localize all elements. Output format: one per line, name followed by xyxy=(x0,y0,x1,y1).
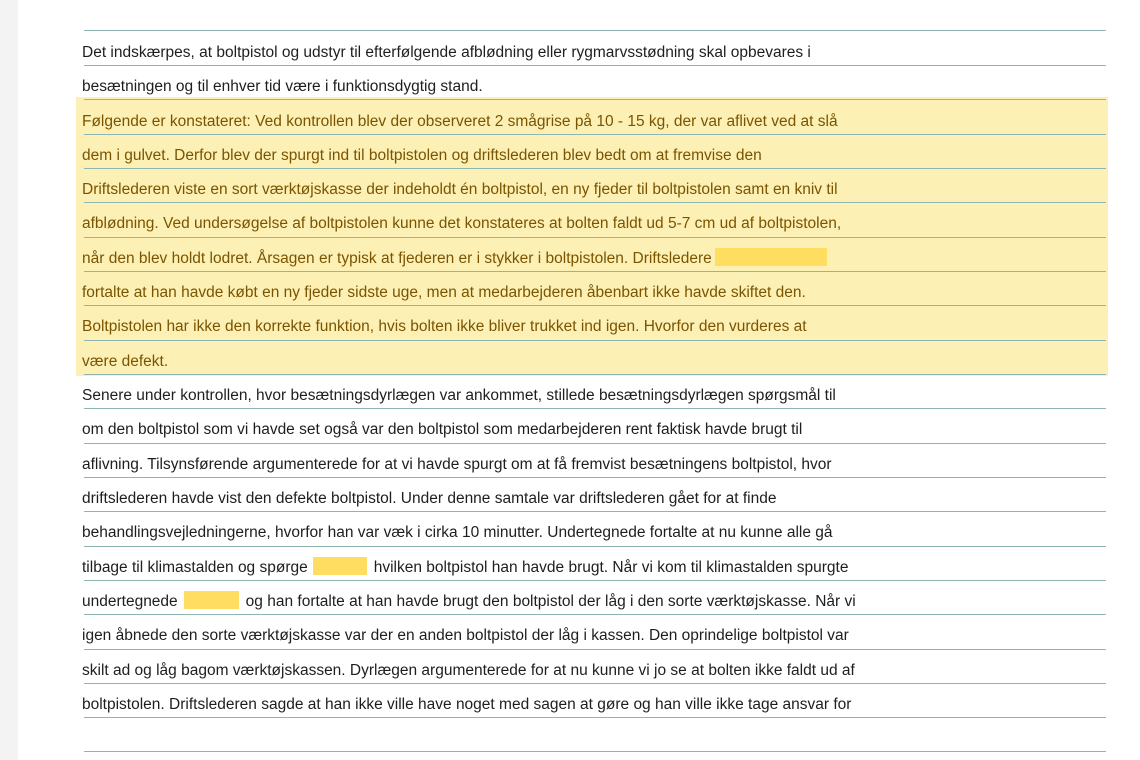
line-text-before: undertegnede xyxy=(82,593,178,610)
ruled-line xyxy=(84,443,1106,444)
document-page xyxy=(18,0,1140,760)
redaction-box xyxy=(313,557,367,575)
highlighted-text-line: fortalte at han havde købt en ny fjeder sidste uge, men at medarbejderen åbenbart ikke havde skiftet den. xyxy=(82,284,806,301)
highlighted-text-line: afblødning. Ved undersøgelse af boltpistolen kunne det konstateres at bolten faldt ud 5-7 cm ud af boltpistolen, xyxy=(82,215,842,232)
text-line: igen åbnede den sorte værktøjskasse var der en anden boltpistol der låg i kassen. Den oprindelige boltpistol var xyxy=(82,627,849,644)
ruled-line xyxy=(84,374,1106,375)
ruled-line xyxy=(84,30,1106,31)
ruled-line xyxy=(84,546,1106,547)
text-line: om den boltpistol som vi havde set også var den boltpistol som medarbejderen rent faktisk havde brugt til xyxy=(82,421,803,438)
text-line: driftslederen havde vist den defekte boltpistol. Under denne samtale var driftslederen gået for at finde xyxy=(82,490,777,507)
ruled-line xyxy=(84,271,1106,272)
ruled-line xyxy=(84,614,1106,615)
highlighted-text-line: Driftslederen viste en sort værktøjskasse der indeholdt én boltpistol, en ny fjeder til boltpistolen samt en kniv til xyxy=(82,181,838,198)
line-text: når den blev holdt lodret. Årsagen er typisk at fjederen er i stykker i boltpistolen. Driftsledere xyxy=(82,250,712,267)
ruled-line xyxy=(84,408,1106,409)
text-line xyxy=(82,556,1108,579)
ruled-line xyxy=(84,751,1106,752)
ruled-line xyxy=(84,649,1106,650)
text-line xyxy=(82,590,1108,613)
line-text-after: og han fortalte at han havde brugt den boltpistol der låg i den sorte værktøjskasse. Når vi xyxy=(245,593,856,610)
text-line: Senere under kontrollen, hvor besætningsdyrlægen var ankommet, stillede besætningsdyrlægen spørgsmål til xyxy=(82,387,836,404)
highlighted-text-line: være defekt. xyxy=(82,353,169,370)
ruled-line xyxy=(84,99,1106,100)
redaction-box xyxy=(715,248,827,266)
text-line: behandlingsvejledningerne, hvorfor han var væk i cirka 10 minutter. Undertegnede fortalte at nu kunne alle gå xyxy=(82,524,833,541)
highlighted-text-line: Boltpistolen har ikke den korrekte funktion, hvis bolten ikke bliver trukket ind igen. Hvorfor den vurderes at xyxy=(82,318,807,335)
highlighted-text-line: dem i gulvet. Derfor blev der spurgt ind til boltpistolen og driftslederen blev bedt om at fremvise den xyxy=(82,147,762,164)
ruled-line xyxy=(84,202,1106,203)
highlighted-text-line xyxy=(82,247,1108,270)
ruled-line xyxy=(84,340,1106,341)
ruled-line xyxy=(84,168,1106,169)
text-line: aflivning. Tilsynsførende argumenterede for at vi havde spurgt om at få fremvist besætningens boltpistol, hvor xyxy=(82,456,832,473)
line-text-after: hvilken boltpistol han havde brugt. Når vi kom til klimastalden spurgte xyxy=(373,559,849,576)
ruled-line xyxy=(84,511,1106,512)
text-line: Det indskærpes, at boltpistol og udstyr til efterfølgende afblødning eller rygmarvsstødning skal opbevares i xyxy=(82,44,811,61)
ruled-line xyxy=(84,237,1106,238)
ruled-line xyxy=(84,683,1106,684)
ruled-line xyxy=(84,65,1106,66)
text-line: boltpistolen. Driftslederen sagde at han ikke ville have noget med sagen at gøre og han ville ikke tage ansvar for xyxy=(82,696,852,713)
ruled-line xyxy=(84,134,1106,135)
redaction-box xyxy=(184,591,239,609)
ruled-line xyxy=(84,580,1106,581)
highlighted-text-line: Følgende er konstateret: Ved kontrollen blev der observeret 2 smågrise på 10 - 15 kg, der var aflivet ved at slå xyxy=(82,113,838,130)
ruled-line xyxy=(84,717,1106,718)
ruled-line xyxy=(84,477,1106,478)
text-line: skilt ad og låg bagom værktøjskassen. Dyrlægen argumenterede for at nu kunne vi jo se at bolten ikke faldt ud af xyxy=(82,662,855,679)
line-text-before: tilbage til klimastalden og spørge xyxy=(82,559,308,576)
ruled-line xyxy=(84,305,1106,306)
text-line: besætningen og til enhver tid være i funktionsdygtig stand. xyxy=(82,78,483,95)
